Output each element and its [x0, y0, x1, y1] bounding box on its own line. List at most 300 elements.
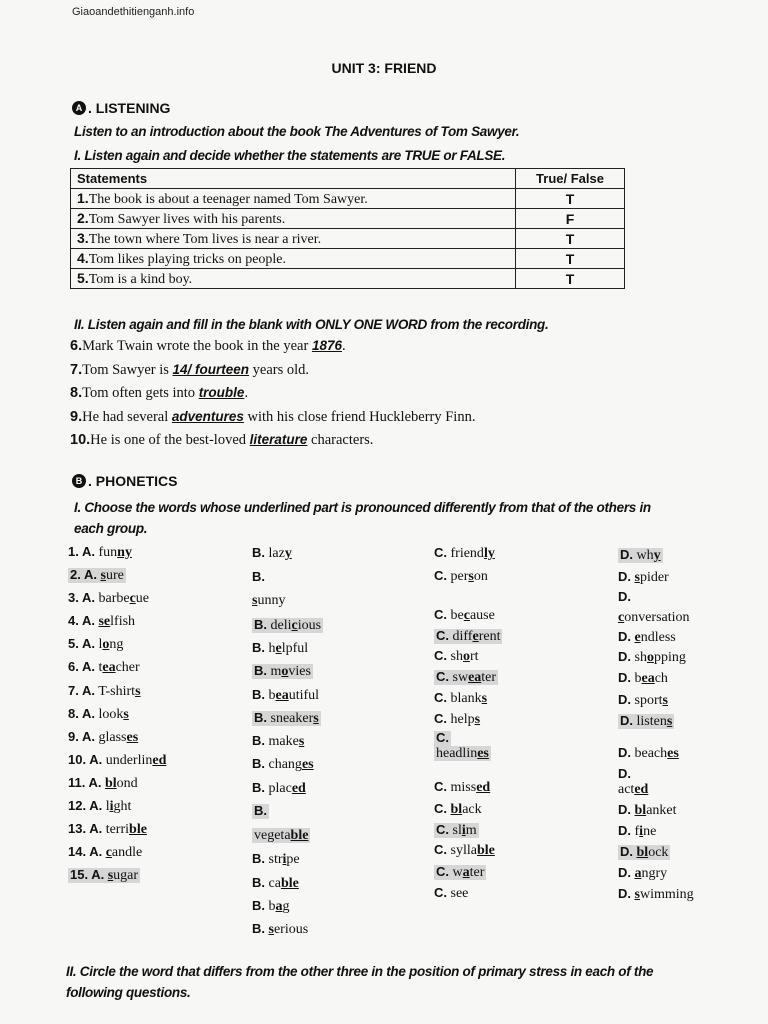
phonetic-option — [618, 692, 668, 709]
word-part: rt — [469, 649, 479, 664]
answer-cell: T — [516, 189, 625, 209]
option-label: D. — [618, 802, 631, 817]
option-label: C. — [436, 864, 449, 879]
phonetic-option — [434, 822, 479, 839]
word-part: deli — [270, 618, 292, 633]
word-part: b — [268, 899, 276, 914]
underlined-part: ny — [117, 545, 132, 560]
option-label: C. — [436, 628, 449, 643]
option-label: D. — [618, 649, 631, 664]
underlined-part: s — [100, 568, 106, 583]
word-part: sneaker — [270, 711, 314, 726]
highlighted-answer — [434, 823, 479, 838]
option-text — [252, 734, 304, 749]
phonetic-option — [618, 547, 663, 564]
word-part: beach — [634, 746, 668, 761]
option-text — [68, 545, 132, 560]
underlined-part: bl — [104, 776, 117, 791]
word-part: terri — [105, 822, 130, 837]
underlined-part: s — [481, 691, 488, 706]
underlined-part: ea — [102, 660, 116, 675]
word-part: make — [268, 734, 299, 749]
word-part: friend — [450, 546, 484, 561]
fill-item — [70, 432, 475, 456]
phonetic-option — [618, 865, 667, 882]
word-part: ure — [105, 568, 124, 583]
underlined-part: s — [666, 714, 673, 729]
phonetic-option — [68, 821, 147, 838]
true-false-header: True/ False — [516, 169, 625, 189]
option-text — [252, 593, 285, 608]
word-part: pider — [639, 570, 669, 585]
underlined-part: o — [102, 637, 110, 652]
word-part: act — [618, 782, 635, 797]
underlined-part: s — [468, 569, 474, 584]
word-part: ter — [469, 865, 485, 880]
option-label: B. — [254, 617, 267, 632]
option-label: B. — [252, 687, 265, 702]
word-part: b — [268, 688, 276, 703]
word-part: h — [268, 641, 276, 656]
option-label: B. — [252, 898, 265, 913]
word-part: diff — [452, 629, 473, 644]
option-text — [68, 660, 140, 675]
table-row — [71, 189, 625, 209]
phonetic-option — [434, 801, 482, 818]
statement-text: The town where Tom lives is near a river. — [88, 231, 322, 247]
option-label: B. — [252, 875, 265, 890]
word-part: look — [98, 707, 124, 722]
word-part: per — [450, 569, 469, 584]
phonetic-option — [68, 729, 138, 746]
option-label: D. — [618, 865, 631, 880]
option-text — [618, 570, 669, 585]
fill-item — [70, 338, 475, 362]
phonetic-option — [68, 775, 138, 792]
fill-number: 10. — [70, 432, 91, 448]
option-text — [252, 852, 300, 867]
option-label: 3. A. — [68, 590, 95, 605]
option-text — [252, 781, 306, 796]
option-label: B. — [252, 569, 265, 584]
underlined-part: s — [268, 922, 274, 937]
fill-text-after: with his close friend Huckleberry Finn. — [243, 408, 476, 425]
fill-text-before: Tom Sawyer is — [82, 361, 173, 378]
underlined-part: ed — [291, 781, 306, 796]
word-part: ter — [481, 670, 497, 685]
word-part: sw — [452, 670, 469, 685]
underlined-part: y — [653, 548, 661, 563]
option-label: 6. A. — [68, 659, 95, 674]
word-part: g — [282, 899, 290, 914]
underlined-part: ea — [641, 671, 655, 686]
option-text — [434, 691, 487, 706]
answer-cell: T — [516, 269, 625, 289]
word-part: m — [270, 664, 282, 679]
phonetic-option — [252, 640, 308, 657]
statement-cell — [71, 249, 516, 269]
underlined-part: ed — [634, 782, 649, 797]
option-label: D. — [620, 844, 633, 859]
table-row — [71, 269, 625, 289]
word-part: fun — [98, 545, 118, 560]
option-label: D. — [618, 569, 631, 584]
option-label: B. — [254, 803, 267, 818]
option-text — [618, 887, 694, 902]
fill-item — [70, 385, 475, 409]
underlined-part: ly — [483, 546, 495, 561]
underlined-part: i — [282, 852, 287, 867]
option-label: C. — [434, 711, 447, 726]
word-part: help — [450, 712, 475, 727]
option-label: C. — [434, 801, 447, 816]
page-title: UNIT 3: FRIEND — [331, 60, 437, 76]
underlined-part: s — [313, 711, 319, 726]
option-text — [68, 591, 149, 606]
option-text — [618, 630, 676, 645]
underlined-part: c — [105, 845, 112, 860]
option-label: C. — [436, 822, 449, 837]
word-part: ght — [113, 799, 132, 814]
word-part: unny — [257, 593, 286, 608]
underlined-part: s — [135, 684, 141, 699]
option-text — [68, 776, 138, 791]
option-label: 15. A. — [70, 867, 105, 882]
listening-heading — [72, 100, 170, 116]
fill-list — [70, 338, 475, 456]
underlined-part: a — [275, 899, 283, 914]
phonetic-option — [252, 710, 321, 727]
underlined-part: i — [639, 824, 644, 839]
word-part: ock — [648, 845, 669, 860]
option-label: 9. A. — [68, 729, 95, 744]
option-text — [252, 641, 308, 656]
phonetic-option — [252, 898, 290, 915]
option-text — [68, 845, 142, 860]
highlighted-answer — [68, 868, 140, 883]
stress-instruction-line2: following questions. — [66, 985, 191, 1000]
underlined-part: ed — [476, 780, 491, 795]
option-label: C. — [436, 730, 449, 745]
fill-answer: literature — [249, 432, 308, 447]
phonetic-option — [252, 921, 308, 938]
option-text — [618, 824, 656, 839]
highlighted-answer — [618, 548, 663, 563]
phonetic-option — [68, 683, 141, 700]
underlined-part: y — [284, 546, 292, 561]
phonetic-option — [252, 803, 269, 820]
option-label: D. — [620, 547, 633, 562]
phonetic-option — [434, 607, 495, 624]
option-label: 13. A. — [68, 821, 103, 836]
phonetic-option — [68, 636, 123, 653]
word-part: ugar — [113, 868, 139, 883]
word-part: sh — [634, 650, 647, 665]
word-part: headlin — [436, 746, 478, 761]
statement-text: Tom is a kind boy. — [88, 271, 193, 287]
highlighted-answer — [252, 804, 269, 819]
word-part: ca — [268, 876, 281, 891]
tf-instruction: I. Listen again and decide whether the statements are TRUE or FALSE. — [74, 148, 506, 163]
word-part: ch — [654, 671, 668, 686]
option-text — [68, 753, 166, 768]
option-label: C. — [434, 607, 447, 622]
answer-cell: T — [516, 249, 625, 269]
fill-item — [70, 409, 475, 433]
underlined-part: bl — [634, 803, 647, 818]
option-label: B. — [254, 710, 267, 725]
word-part: pe — [286, 852, 300, 867]
phonetic-option — [434, 885, 468, 902]
option-label: C. — [434, 690, 447, 705]
phonetic-option — [618, 629, 676, 646]
word-part: rent — [478, 629, 501, 644]
fill-answer: 14/ fourteen — [172, 361, 250, 377]
option-text — [618, 782, 648, 797]
underlined-part: ea — [468, 670, 482, 685]
phonetic-option — [434, 690, 487, 707]
phonetic-option — [252, 687, 319, 704]
highlighted-answer — [68, 568, 126, 583]
word-part: ndless — [640, 630, 676, 645]
underlined-part: ea — [275, 688, 289, 703]
option-text — [252, 899, 290, 914]
highlighted-answer — [618, 845, 670, 860]
phonetic-option — [252, 827, 310, 844]
fill-text-after: years old. — [249, 361, 310, 378]
fill-answer: adventures — [171, 408, 244, 424]
option-text — [434, 712, 480, 727]
option-text — [618, 693, 668, 708]
word-part: str — [268, 852, 283, 867]
phonetic-option — [68, 867, 140, 884]
underlined-part: e — [634, 630, 641, 645]
phonetics-instruction-line1: I. Choose the words whose underlined part is pronounced differently from that of the others in — [74, 500, 651, 515]
option-label: B. — [252, 851, 265, 866]
phonetic-option — [252, 875, 299, 892]
phonetic-option — [434, 864, 486, 881]
underlined-part: s — [298, 734, 305, 749]
phonetic-option — [252, 663, 313, 680]
phonetic-option — [68, 706, 129, 723]
underlined-part: o — [462, 649, 470, 664]
statement-text: The book is about a teenager named Tom Sawyer. — [88, 191, 368, 207]
highlighted-answer — [252, 618, 323, 633]
fill-number: 9. — [70, 408, 83, 425]
fill-instruction: II. Listen again and fill in the blank with ONLY ONE WORD from the recording. — [74, 317, 549, 332]
word-part: be — [450, 608, 464, 623]
word-part: wimming — [639, 887, 694, 902]
underlined-part: es — [126, 730, 139, 745]
highlighted-answer — [434, 629, 502, 644]
option-text — [618, 767, 631, 782]
option-label: 2. A. — [70, 567, 97, 582]
option-label: D. — [618, 629, 631, 644]
option-label: 7. A. — [68, 683, 95, 698]
phonetics-title: . PHONETICS — [88, 473, 178, 489]
word-part: utiful — [288, 688, 320, 703]
option-label: D. — [618, 670, 631, 685]
option-label: B. — [252, 756, 265, 771]
site-watermark: Giaoandethitienganh.info — [72, 6, 195, 18]
table-row — [71, 229, 625, 249]
word-part: vegeta — [254, 828, 291, 843]
word-part: barbe — [98, 591, 130, 606]
option-text — [434, 546, 495, 561]
word-part: onversation — [624, 610, 690, 625]
option-text — [434, 780, 490, 795]
option-label: D. — [618, 692, 631, 707]
word-part: lpful — [281, 641, 309, 656]
word-part: ause — [469, 608, 495, 623]
section-marker-icon: A — [72, 101, 86, 115]
word-part: ack — [462, 802, 482, 817]
option-label: 11. A. — [68, 775, 102, 790]
statements-header: Statements — [71, 169, 516, 189]
option-text — [252, 688, 319, 703]
fill-number: 8. — [70, 385, 83, 401]
statement-number: 3. — [77, 229, 89, 246]
underlined-part: c — [291, 618, 298, 633]
underlined-part: e — [472, 629, 479, 644]
option-label: 12. A. — [68, 798, 103, 813]
option-label: D. — [618, 886, 631, 901]
statement-cell — [71, 229, 516, 249]
phonetic-option — [618, 649, 686, 666]
option-label: D. — [618, 589, 631, 604]
phonetic-option — [68, 590, 149, 607]
option-text — [618, 866, 667, 881]
highlighted-answer — [618, 714, 674, 729]
true-false-table — [70, 168, 625, 289]
underlined-part: i — [461, 823, 466, 838]
word-part: anket — [646, 803, 677, 818]
phonetic-option — [434, 568, 488, 585]
option-text — [618, 803, 677, 818]
option-text — [618, 590, 631, 605]
underlined-part: bl — [636, 845, 649, 860]
statement-text: Tom Sawyer lives with his parents. — [88, 211, 286, 227]
phonetic-option — [252, 545, 292, 562]
option-text — [252, 570, 265, 585]
highlighted-answer — [252, 664, 313, 679]
option-label: D. — [620, 713, 633, 728]
answer-cell: F — [516, 209, 625, 229]
fill-text-after: characters. — [307, 432, 374, 448]
phonetic-option — [434, 711, 480, 728]
fill-text-after: . — [342, 338, 346, 354]
option-text — [68, 684, 141, 699]
phonetic-option — [434, 745, 491, 762]
underlined-part: se — [98, 614, 111, 629]
statement-number: 1. — [77, 189, 89, 206]
highlighted-answer — [252, 828, 310, 843]
section-marker-icon: B — [72, 474, 86, 488]
option-label: 4. A. — [68, 613, 95, 628]
underlined-part: c — [618, 610, 625, 625]
phonetic-option — [618, 569, 669, 586]
fill-text-before: Mark Twain wrote the book in the year — [82, 338, 312, 354]
word-part: T-shirt — [98, 684, 136, 699]
fill-text-before: He had several — [82, 408, 172, 425]
phonetic-option — [618, 589, 631, 606]
underlined-part: es — [477, 746, 489, 761]
option-label: D. — [618, 766, 631, 781]
phonetic-option — [252, 569, 265, 586]
underlined-part: ble — [280, 876, 299, 891]
phonetic-option — [434, 779, 490, 796]
option-label: 10. A. — [68, 752, 103, 767]
underlined-part: s — [634, 887, 640, 902]
phonetic-option — [68, 567, 126, 584]
option-label: D. — [618, 823, 631, 838]
statement-number: 2. — [77, 209, 89, 226]
word-part: l — [98, 637, 103, 652]
phonetic-option — [618, 823, 656, 840]
underlined-part: a — [634, 866, 642, 881]
word-part: f — [634, 824, 640, 839]
word-part: sylla — [450, 843, 477, 858]
phonetic-option — [68, 844, 142, 861]
option-label: B. — [252, 733, 265, 748]
table-row — [71, 209, 625, 229]
word-part: ngry — [641, 866, 668, 881]
phonetic-option — [618, 844, 670, 861]
option-label: C. — [434, 545, 447, 560]
listening-intro: Listen to an introduction about the book The Adventures of Tom Sawyer. — [74, 124, 520, 139]
option-text — [252, 876, 299, 891]
phonetic-option — [252, 617, 323, 634]
option-label: B. — [252, 921, 265, 936]
option-text — [434, 649, 479, 664]
highlighted-answer — [434, 865, 486, 880]
phonetic-option — [252, 851, 300, 868]
phonetic-option — [252, 756, 314, 773]
phonetic-option — [618, 781, 648, 798]
phonetic-option — [434, 545, 495, 562]
underlined-part: a — [462, 865, 470, 880]
phonetic-option — [252, 780, 306, 797]
word-part: lfish — [110, 614, 136, 629]
fill-text-after: . — [244, 385, 249, 401]
word-part: ond — [116, 776, 138, 791]
option-label: B. — [252, 640, 265, 655]
statement-text: Tom likes playing tricks on people. — [88, 251, 287, 267]
word-part: m — [465, 823, 477, 838]
highlighted-answer — [434, 731, 451, 746]
word-part: l — [105, 799, 110, 814]
phonetics-heading — [72, 473, 177, 489]
phonetic-option — [618, 745, 679, 762]
phonetic-option — [618, 670, 668, 687]
underlined-part: i — [109, 799, 114, 814]
underlined-part: ble — [129, 822, 147, 837]
option-text — [434, 843, 495, 858]
option-text — [618, 610, 690, 625]
word-part: ue — [135, 591, 150, 606]
option-text — [252, 757, 314, 772]
underlined-part: ble — [476, 843, 495, 858]
underlined-part: s — [474, 712, 481, 727]
fill-answer: 1876 — [311, 338, 342, 353]
option-label: B. — [252, 545, 265, 560]
option-label: C. — [434, 779, 447, 794]
word-part: glass — [98, 730, 127, 745]
word-part: laz — [268, 546, 285, 561]
option-label: C. — [434, 885, 447, 900]
option-label: B. — [252, 780, 265, 795]
word-part: ne — [643, 824, 657, 839]
